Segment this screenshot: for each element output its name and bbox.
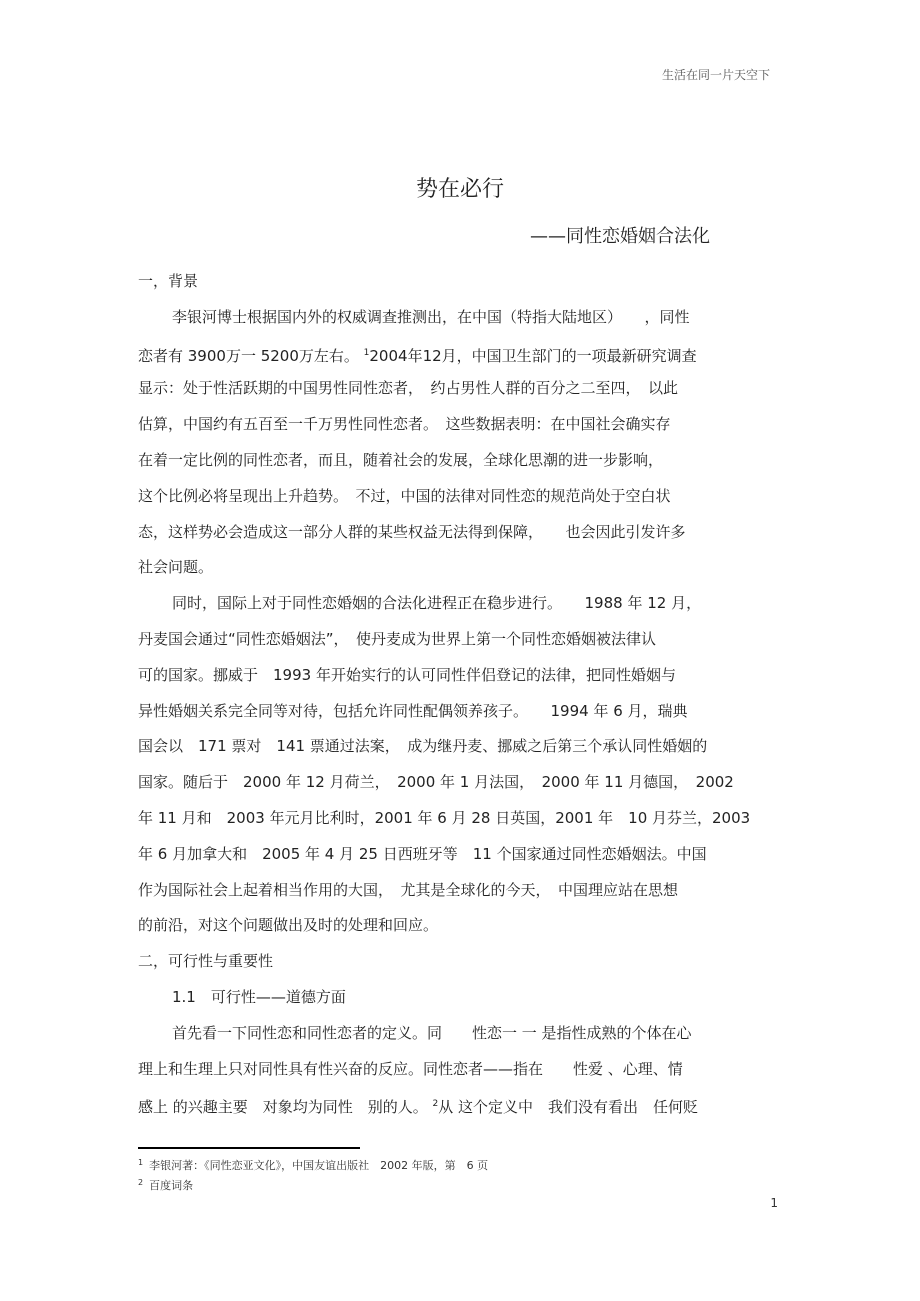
- text-line: [138, 765, 778, 801]
- footnotes: [138, 1154, 488, 1194]
- footnote: [138, 1154, 488, 1174]
- line-text: 李银河博士根据国内外的权威调查推测出，在中国（特指大陆地区） ，同性: [172, 307, 690, 326]
- line-text: 年 6 月加拿大和 2005 年 4 月 25 日西班牙等 11 个国家通过同性恋婚姻法。中国: [138, 844, 707, 863]
- line-text: 国会以 171 票对 141 票通过法案， 成为继丹麦、挪威之后第三个承认同性婚姻的: [138, 737, 708, 756]
- line-text: 的前沿，对这个问题做出及时的处理和回应。: [138, 916, 439, 935]
- footnote: [138, 1174, 488, 1194]
- text-line: [138, 1087, 778, 1123]
- text-line: [138, 729, 778, 765]
- line-text: 这个比例必将呈现出上升趋势。 不过，中国的法律对同性恋的规范尚处于空白状: [138, 486, 671, 505]
- footnote-divider: [138, 1147, 360, 1149]
- line-text: 国家。随后于 2000 年 12 月荷兰， 2000 年 1 月法国， 2000 年 11 月德国， 2002: [138, 773, 734, 792]
- text-line: [138, 1016, 778, 1052]
- line-text: 1.1 可行性——道德方面: [172, 987, 346, 1006]
- line-text: 可的国家。挪威于 1993 年开始实行的认可同性伴侣登记的法律，把同性婚姻与: [138, 665, 676, 684]
- line-text: 作为国际社会上起着相当作用的大国， 尤其是全球化的今天， 中国理应站在思想: [138, 880, 679, 899]
- line-text: 社会问题。: [138, 558, 214, 577]
- page-subtitle: ——同性恋婚姻合法化: [530, 226, 710, 247]
- text-line: [138, 837, 778, 873]
- line-text-continued: 2004年12月，中国卫生部门的一项最新研究调查: [369, 346, 697, 365]
- line-text: 异性婚姻关系完全同等对待，包括允许同性配偶领养孩子。 1994 年 6 月，瑞典: [138, 701, 688, 720]
- text-line: [138, 944, 778, 980]
- footnote-number: 1: [138, 1158, 144, 1167]
- text-line: [138, 264, 778, 300]
- text-line: [138, 658, 778, 694]
- text-line: [138, 550, 778, 586]
- text-line: [138, 407, 778, 443]
- footnote-number: 2: [138, 1178, 144, 1187]
- text-line: [138, 300, 778, 336]
- text-line: [138, 515, 778, 551]
- line-text: 态，这样势必会造成这一部分人群的某些权益无法得到保障， 也会因此引发许多: [138, 522, 686, 541]
- text-line: [138, 694, 778, 730]
- line-text: 在着一定比例的同性恋者，而且，随着社会的发展，全球化思潮的进一步影响，: [138, 450, 664, 469]
- text-line: [138, 586, 778, 622]
- line-text: 恋者有 3900万一 5200万左右。: [138, 346, 364, 365]
- page-title: 势在必行: [415, 177, 504, 202]
- text-line: [138, 980, 778, 1016]
- text-line: [138, 873, 778, 909]
- line-text: 显示：处于性活跃期的中国男性同性恋者， 约占男性人群的百分之二至四， 以此: [138, 379, 679, 398]
- text-line: [138, 622, 778, 658]
- text-line: [138, 1052, 778, 1088]
- line-text: 年 11 月和 2003 年元月比利时，2001 年 6 月 28 日英国，2001 年 10 月芬兰，2003: [138, 808, 751, 827]
- footnote-ref: 1: [363, 347, 370, 358]
- body-text: [138, 264, 778, 1123]
- footnote-ref: 2: [432, 1099, 439, 1110]
- footnote-text: 百度词条: [149, 1179, 194, 1192]
- line-text: 感上 的兴趣主要 对象均为同性 别的人。: [138, 1098, 433, 1117]
- text-line: [138, 479, 778, 515]
- page-number: 1: [770, 1196, 778, 1210]
- text-line: [138, 801, 778, 837]
- line-text: 丹麦国会通过“同性恋婚姻法”， 使丹麦成为世界上第一个同性恋婚姻被法律认: [138, 629, 657, 648]
- line-text: 首先看一下同性恋和同性恋者的定义。同 性恋一 一 是指性成熟的个体在心: [172, 1023, 692, 1042]
- line-text-continued: 从 这个定义中 我们没有看出 任何贬: [438, 1098, 699, 1117]
- line-text: 一，背景: [138, 272, 199, 290]
- line-text: 理上和生理上只对同性具有性兴奋的反应。同性恋者——指在 性爱 、心理、情: [138, 1059, 683, 1078]
- text-line: [138, 908, 778, 944]
- line-text: 同时，国际上对于同性恋婚姻的合法化进程正在稳步进行。 1988 年 12 月，: [172, 594, 702, 613]
- line-text: 二，可行性与重要性: [138, 952, 274, 971]
- text-line: [138, 371, 778, 407]
- footnote-text: 李银河著：《同性恋亚文化》，中国友谊出版社 2002 年版，第 6 页: [149, 1159, 489, 1172]
- text-line: [138, 336, 778, 372]
- running-header: 生活在同一片天空下: [661, 68, 770, 82]
- text-line: [138, 443, 778, 479]
- line-text: 估算，中国约有五百至一千万男性同性恋者。 这些数据表明：在中国社会确实存: [138, 415, 671, 434]
